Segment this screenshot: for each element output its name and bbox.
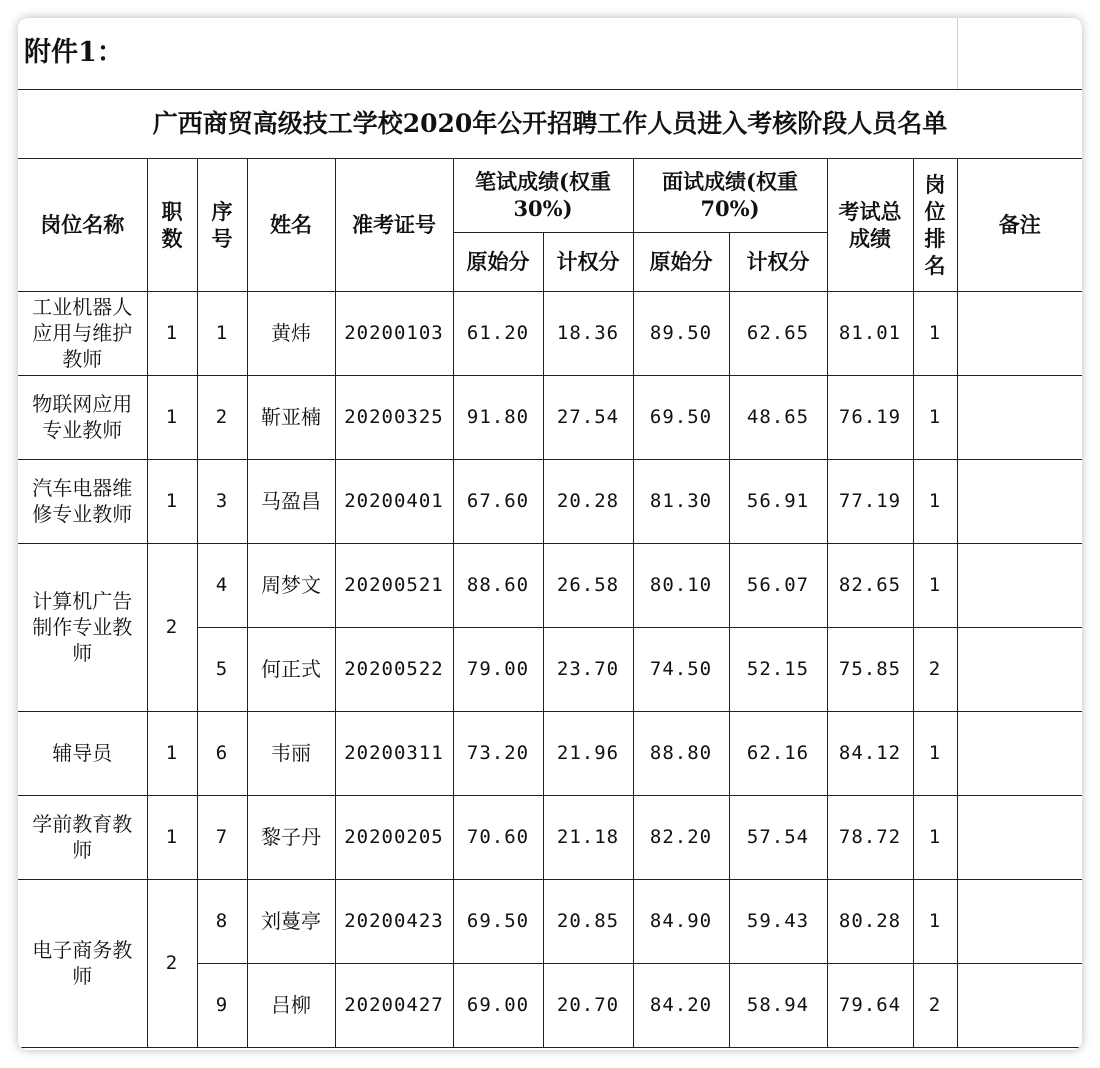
written-weighted-cell: 23.70 (543, 627, 633, 711)
name-cell: 马盈昌 (247, 459, 335, 543)
total-cell: 75.85 (827, 627, 913, 711)
table-row (18, 795, 1082, 879)
position-cell (18, 795, 147, 879)
interview-weighted-cell: 52.15 (729, 627, 827, 711)
position-name: 计算机广告制作专业教师 (32, 589, 133, 665)
remark-cell (957, 795, 1082, 879)
interview-weighted-cell: 48.65 (729, 375, 827, 459)
written-raw-cell: 73.20 (453, 711, 543, 795)
rank-cell: 1 (913, 543, 957, 627)
name-cell: 刘蔓亭 (247, 879, 335, 963)
interview-raw-cell: 89.50 (633, 291, 729, 375)
written-weighted-cell: 21.96 (543, 711, 633, 795)
interview-weighted-cell: 58.94 (729, 963, 827, 1047)
header-quota: 职数 (147, 158, 197, 291)
remark-cell (957, 627, 1082, 711)
written-raw-cell: 91.80 (453, 375, 543, 459)
written-raw-cell: 67.60 (453, 459, 543, 543)
exam-no-cell: 20200522 (335, 627, 453, 711)
remark-cell (957, 963, 1082, 1047)
interview-raw-cell: 84.90 (633, 879, 729, 963)
quota-cell: 1 (147, 711, 197, 795)
name-cell: 黄炜 (247, 291, 335, 375)
interview-raw-cell: 69.50 (633, 375, 729, 459)
seq-cell: 5 (197, 627, 247, 711)
quota-cell: 2 (147, 543, 197, 711)
total-cell: 79.64 (827, 963, 913, 1047)
total-cell: 80.28 (827, 879, 913, 963)
rank-cell: 1 (913, 291, 957, 375)
quota-cell: 1 (147, 795, 197, 879)
position-cell (18, 879, 147, 1047)
table-row (18, 291, 1082, 375)
rank-cell: 1 (913, 795, 957, 879)
written-weighted-cell: 26.58 (543, 543, 633, 627)
candidate-table (18, 18, 1082, 1048)
quota-cell: 2 (147, 879, 197, 1047)
remark-cell (957, 879, 1082, 963)
rank-cell: 2 (913, 963, 957, 1047)
written-raw-cell: 69.00 (453, 963, 543, 1047)
quota-cell: 1 (147, 291, 197, 375)
written-raw-cell: 70.60 (453, 795, 543, 879)
rank-cell: 1 (913, 711, 957, 795)
seq-cell: 7 (197, 795, 247, 879)
header-remark: 备注 (957, 158, 1082, 291)
written-raw-cell: 88.60 (453, 543, 543, 627)
exam-no-cell: 20200103 (335, 291, 453, 375)
spreadsheet-sheet (18, 18, 1082, 1050)
rank-cell: 1 (913, 459, 957, 543)
remark-cell (957, 459, 1082, 543)
header-interview-raw: 原始分 (633, 232, 729, 291)
written-weighted-cell: 20.85 (543, 879, 633, 963)
exam-no-cell: 20200311 (335, 711, 453, 795)
remark-cell (957, 543, 1082, 627)
header-written: 笔试成绩(权重30%) (453, 158, 633, 232)
position-cell (18, 291, 147, 375)
position-name: 物联网应用专业教师 (32, 392, 133, 442)
interview-weighted-cell: 62.16 (729, 711, 827, 795)
seq-cell: 4 (197, 543, 247, 627)
rank-cell: 1 (913, 879, 957, 963)
interview-raw-cell: 84.20 (633, 963, 729, 1047)
interview-weighted-cell: 56.91 (729, 459, 827, 543)
total-cell: 77.19 (827, 459, 913, 543)
table-row (18, 711, 1082, 795)
exam-no-cell: 20200401 (335, 459, 453, 543)
total-cell: 78.72 (827, 795, 913, 879)
position-name: 辅导员 (52, 741, 113, 765)
exam-no-cell: 20200423 (335, 879, 453, 963)
interview-raw-cell: 74.50 (633, 627, 729, 711)
header-interview-weighted: 计权分 (729, 232, 827, 291)
header-total: 考试总成绩 (827, 158, 913, 291)
written-weighted-cell: 20.28 (543, 459, 633, 543)
remark-cell (957, 291, 1082, 375)
seq-cell: 8 (197, 879, 247, 963)
total-cell: 84.12 (827, 711, 913, 795)
interview-weighted-cell: 62.65 (729, 291, 827, 375)
name-cell: 吕柳 (247, 963, 335, 1047)
written-weighted-cell: 18.36 (543, 291, 633, 375)
interview-weighted-cell: 59.43 (729, 879, 827, 963)
seq-cell: 1 (197, 291, 247, 375)
interview-raw-cell: 81.30 (633, 459, 729, 543)
header-exam-no: 准考证号 (335, 158, 453, 291)
header-interview: 面试成绩(权重70%) (633, 158, 827, 232)
written-raw-cell: 69.50 (453, 879, 543, 963)
position-cell (18, 459, 147, 543)
position-cell (18, 375, 147, 459)
exam-no-cell: 20200205 (335, 795, 453, 879)
table-row (18, 459, 1082, 543)
written-raw-cell: 79.00 (453, 627, 543, 711)
interview-weighted-cell: 56.07 (729, 543, 827, 627)
interview-raw-cell: 80.10 (633, 543, 729, 627)
rank-cell: 2 (913, 627, 957, 711)
interview-raw-cell: 82.20 (633, 795, 729, 879)
written-weighted-cell: 20.70 (543, 963, 633, 1047)
rank-cell: 1 (913, 375, 957, 459)
total-cell: 76.19 (827, 375, 913, 459)
interview-weighted-cell: 57.54 (729, 795, 827, 879)
header-rank: 岗位排名 (913, 158, 957, 291)
written-raw-cell: 61.20 (453, 291, 543, 375)
position-cell (18, 711, 147, 795)
header-position: 岗位名称 (18, 158, 147, 291)
position-name: 工业机器人应用与维护教师 (32, 295, 133, 371)
remark-cell (957, 711, 1082, 795)
document-title: 广西商贸高级技工学校2020年公开招聘工作人员进入考核阶段人员名单 (18, 89, 1082, 158)
table-row (18, 543, 1082, 627)
name-cell: 何正式 (247, 627, 335, 711)
written-weighted-cell: 27.54 (543, 375, 633, 459)
total-cell: 82.65 (827, 543, 913, 627)
name-cell: 周梦文 (247, 543, 335, 627)
name-cell: 黎子丹 (247, 795, 335, 879)
table-row (18, 375, 1082, 459)
quota-cell: 1 (147, 375, 197, 459)
seq-cell: 9 (197, 963, 247, 1047)
empty-cell (957, 18, 1082, 89)
name-cell: 靳亚楠 (247, 375, 335, 459)
position-name: 电子商务教师 (32, 938, 133, 988)
attachment-label: 附件1： (18, 18, 957, 89)
header-written-weighted: 计权分 (543, 232, 633, 291)
exam-no-cell: 20200427 (335, 963, 453, 1047)
position-cell (18, 543, 147, 711)
quota-cell: 1 (147, 459, 197, 543)
name-cell: 韦丽 (247, 711, 335, 795)
interview-raw-cell: 88.80 (633, 711, 729, 795)
header-seq: 序号 (197, 158, 247, 291)
seq-cell: 2 (197, 375, 247, 459)
header-written-raw: 原始分 (453, 232, 543, 291)
seq-cell: 6 (197, 711, 247, 795)
position-name: 学前教育教师 (32, 812, 133, 862)
exam-no-cell: 20200325 (335, 375, 453, 459)
total-cell: 81.01 (827, 291, 913, 375)
table-row (18, 879, 1082, 963)
written-weighted-cell: 21.18 (543, 795, 633, 879)
header-name: 姓名 (247, 158, 335, 291)
position-name: 汽车电器维修专业教师 (32, 476, 133, 526)
exam-no-cell: 20200521 (335, 543, 453, 627)
remark-cell (957, 375, 1082, 459)
seq-cell: 3 (197, 459, 247, 543)
